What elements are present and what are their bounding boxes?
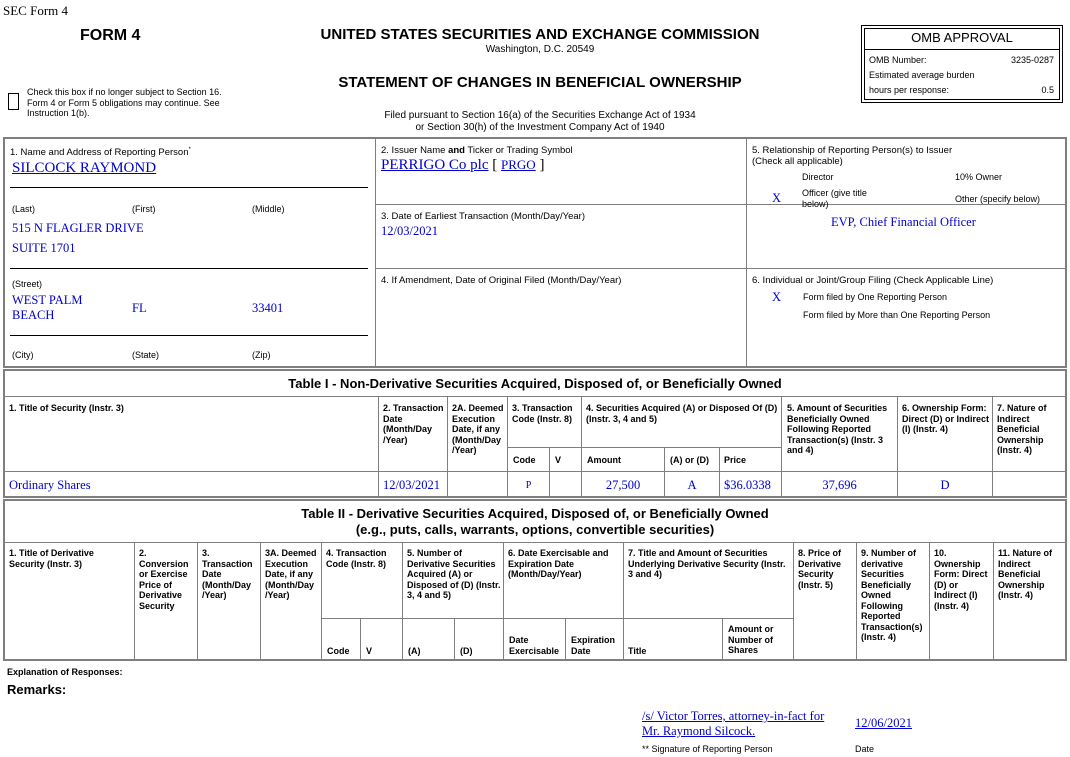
signature-link[interactable]: /s/ Victor Torres, attorney-in-fact for Mr. Raymond Silcock.	[642, 709, 825, 738]
sec-form-label: SEC Form 4	[3, 3, 69, 18]
t1-amount-header: Amount	[587, 455, 621, 465]
omb-burden-label-2: hours per response:	[869, 85, 950, 95]
t1-v-header: V	[555, 455, 562, 465]
t2-col11-header: 11. Nature of Indirect Beneficial Ownership (Instr. 4)	[998, 548, 1053, 600]
middle-label: (Middle)	[252, 204, 285, 214]
street-label: (Street)	[12, 279, 43, 289]
box5-label-line-2: (Check all applicable)	[752, 156, 843, 167]
box6-label: 6. Individual or Joint/Group Filing (Check Applicable Line)	[752, 275, 994, 286]
t1-row-aord: A	[687, 478, 697, 492]
t2-v-header: V	[366, 646, 373, 656]
filed-pursuant-line-2: or Section 30(h) of the Investment Company Act of 1940	[415, 122, 665, 133]
t2-title-header: Title	[628, 646, 647, 656]
box4-label: 4. If Amendment, Date of Original Filed (Month/Day/Year)	[381, 275, 622, 286]
more-reporting-persons-option[interactable]: Form filed by More than One Reporting Person	[803, 310, 991, 320]
statement-title: STATEMENT OF CHANGES IN BENEFICIAL OWNERSHIP	[338, 74, 742, 91]
issuer-line: PERRIGO Co plc [ PRGO ]	[381, 157, 545, 173]
explanation-of-responses: Explanation of Responses:	[7, 667, 123, 677]
box5-label-line-1: 5. Relationship of Reporting Person(s) to Issuer	[752, 145, 953, 156]
address-line-2: SUITE 1701	[12, 241, 76, 255]
state-value: FL	[132, 301, 147, 315]
officer-title: EVP, Chief Financial Officer	[831, 215, 976, 229]
t2-col7-header: 7. Title and Amount of Securities Underlying Derivative Security (Instr. 3 and 4)	[628, 548, 786, 579]
officer-check-mark: X	[772, 191, 782, 205]
t1-row-date: 12/03/2021	[383, 478, 440, 492]
omb-burden-label-1: Estimated average burden	[869, 70, 975, 80]
director-option[interactable]: Director	[802, 172, 834, 182]
table2-title	[5, 506, 1065, 538]
first-label: (First)	[132, 204, 156, 214]
t2-col6-header: 6. Date Exercisable and Expiration Date (Month/Day/Year)	[508, 548, 609, 579]
t1-col6-header: 6. Ownership Form: Direct (D) or Indirect (I) (Instr. 4)	[902, 403, 990, 434]
state-label: (State)	[132, 350, 160, 360]
city-value: WEST PALM BEACH	[12, 293, 83, 322]
box5-label	[752, 145, 952, 167]
filed-pursuant	[290, 110, 790, 134]
t1-col2a-header: 2A. Deemed Execution Date, if any (Month/Day /Year)	[452, 403, 504, 455]
t1-col3-header: 3. Transaction Code (Instr. 8)	[512, 403, 573, 424]
t2-col1-header: 1. Title of Derivative Security (Instr. 3)	[9, 548, 94, 569]
omb-box	[861, 25, 1063, 103]
t1-col7-header: 7. Nature of Indirect Beneficial Ownership (Instr. 4)	[997, 403, 1047, 455]
section16-checkbox-label: Check this box if no longer subject to Section 16. Form 4 or Form 5 obligations may continue. See Instruction 1(b).	[27, 87, 222, 118]
table1-title: Table I - Non-Derivative Securities Acquired, Disposed of, or Beneficially Owned	[288, 376, 782, 391]
t2-code-header: Code	[327, 646, 350, 656]
signature-label: ** Signature of Reporting Person	[642, 744, 773, 754]
t2-a-header: (A)	[408, 646, 421, 656]
signature-date-label: Date	[855, 744, 875, 754]
t1-col5-header: 5. Amount of Securities Beneficially Owned Following Reported Transaction(s) (Instr. 3 and 4)	[787, 403, 888, 455]
address-line-1: 515 N FLAGLER DRIVE	[12, 221, 144, 235]
t2-col2-header: 2. Conversion or Exercise Price of Derivative Security	[139, 548, 189, 611]
t1-row-form: D	[940, 478, 950, 492]
t2-exercisable-header: Date Exercisable	[509, 635, 560, 656]
t2-col10-header: 10. Ownership Form: Direct (D) or Indirect (I) (Instr. 4)	[934, 548, 988, 611]
agency-location: Washington, D.C. 20549	[485, 44, 595, 55]
t2-col9-header: 9. Number of derivative Securities Beneficially Owned Following Reported Transaction(s) (Instr. 4)	[861, 548, 923, 642]
ten-percent-owner-option[interactable]: 10% Owner	[955, 172, 1003, 182]
t1-row-code: P	[525, 480, 532, 491]
omb-number-label: OMB Number:	[869, 55, 927, 65]
t1-col4-header: 4. Securities Acquired (A) or Disposed Of (D) (Instr. 3, 4 and 5)	[586, 403, 778, 424]
agency-title: UNITED STATES SECURITIES AND EXCHANGE COMMISSION	[320, 26, 760, 43]
t2-amount-header: Amount or Number of Shares	[728, 624, 774, 655]
table2-title-line-1: Table II - Derivative Securities Acquired, Disposed of, or Beneficially Owned	[301, 506, 769, 521]
t1-row-price: $36.0338	[724, 478, 771, 492]
signature-date: 12/06/2021	[855, 716, 912, 730]
one-reporting-person-option[interactable]: Form filed by One Reporting Person	[803, 292, 948, 302]
issuer-name-link[interactable]: PERRIGO Co plc	[381, 157, 489, 173]
t2-d-header: (D)	[460, 646, 473, 656]
form-title: FORM 4	[80, 27, 141, 44]
omb-number: 3235-0287	[1010, 55, 1054, 65]
omb-title: OMB APPROVAL	[911, 30, 1013, 45]
zip-value: 33401	[252, 301, 284, 315]
t1-col2-header: 2. Transaction Date (Month/Day /Year)	[383, 403, 444, 445]
earliest-transaction-date: 12/03/2021	[381, 224, 438, 238]
section16-checkbox[interactable]	[8, 93, 19, 110]
one-reporting-check-mark: X	[772, 290, 782, 304]
last-label: (Last)	[12, 204, 36, 214]
t2-col5-header: 5. Number of Derivative Securities Acquired (A) or Disposed of (D) (Instr. 3, 4 and 5)	[407, 548, 501, 600]
box2-label: 2. Issuer Name and Ticker or Trading Symbol	[381, 145, 573, 156]
table2-title-line-2: (e.g., puts, calls, warrants, options, convertible securities)	[355, 522, 715, 537]
t1-row-title: Ordinary Shares	[9, 478, 91, 492]
t2-col3-header: 3. Transaction Date (Month/Day /Year)	[202, 548, 253, 600]
city-label: (City)	[12, 350, 34, 360]
t1-row-owned: 37,696	[822, 478, 857, 492]
reporting-person-name-link[interactable]: SILCOCK RAYMOND	[12, 160, 157, 176]
other-option[interactable]: Other (specify below)	[955, 194, 1041, 204]
t1-row-amount: 27,500	[605, 478, 641, 492]
t1-code-header: Code	[513, 455, 536, 465]
box1-label: 1. Name and Address of Reporting Person*	[10, 147, 191, 159]
officer-option[interactable]: Officer (give title below)	[802, 188, 867, 209]
t2-expiration-header: Expiration Date	[571, 635, 616, 656]
ticker-link[interactable]: PRGO	[501, 157, 536, 172]
omb-burden: 0.5	[1041, 85, 1054, 95]
t1-aord-header: (A) or (D)	[670, 455, 709, 465]
zip-label: (Zip)	[252, 350, 271, 360]
t1-price-header: Price	[724, 455, 747, 465]
t1-col1-header: 1. Title of Security (Instr. 3)	[9, 403, 124, 413]
t2-col4-header: 4. Transaction Code (Instr. 8)	[326, 548, 387, 569]
box3-label: 3. Date of Earliest Transaction (Month/Day/Year)	[381, 211, 585, 222]
remarks-heading: Remarks:	[7, 682, 67, 697]
t2-col8-header: 8. Price of Derivative Security (Instr. 5)	[798, 548, 842, 590]
filed-pursuant-line-1: Filed pursuant to Section 16(a) of the Securities Exchange Act of 1934	[384, 110, 696, 121]
t2-col3a-header: 3A. Deemed Execution Date, if any (Month/Day /Year)	[265, 548, 317, 600]
